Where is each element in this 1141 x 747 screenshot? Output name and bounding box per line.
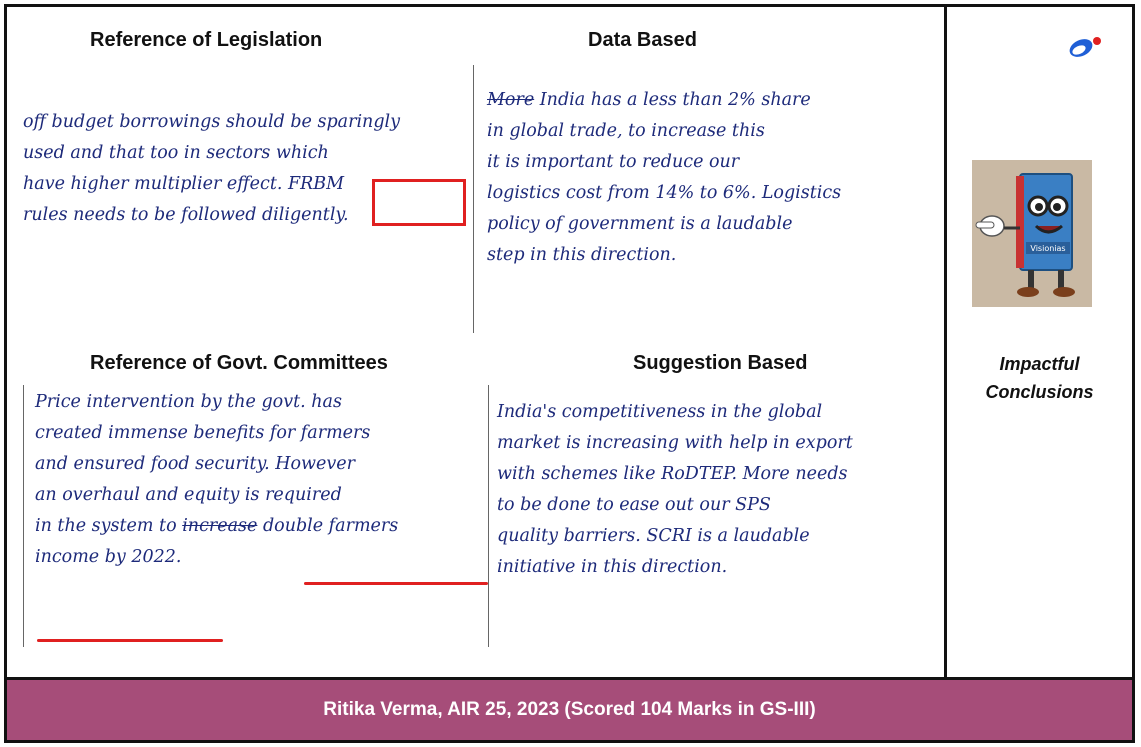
visionias-logo-icon [1065,31,1105,61]
divider-left-margin [23,385,24,647]
data-handwriting [487,85,841,271]
data-line: policy of government is a laudable [487,214,793,234]
suggestion-line: with schemes like RoDTEP. More needs [497,464,848,484]
divider-top [473,65,474,333]
book-mascot-icon [972,160,1092,307]
legislation-line: rules needs to be followed diligently. [23,205,349,225]
committees-heading: Reference of Govt. Committees [90,352,388,374]
committees-line: an overhaul and equity is required [35,485,342,505]
suggestion-line: to be done to ease out our SPS [497,495,771,515]
conclusion-sidebar [947,7,1132,677]
data-line-text: India has a less than 2% share [539,90,811,110]
underline-income [37,639,223,642]
footer-text: Ritika Verma, AIR 25, 2023 (Scored 104 Marks in GS-III) [323,699,816,720]
committees-line: income by 2022. [35,547,182,567]
legislation-line: used and that too in sectors which [23,143,329,163]
divider-bottom [488,385,489,647]
data-line: logistics cost from 14% to 6%. Logistics [487,183,842,203]
data-line [487,85,841,116]
suggestion-handwriting [497,397,853,583]
conclusion-title-line1: Impactful [999,354,1080,374]
suggestion-heading: Suggestion Based [633,352,808,374]
data-line: step in this direction. [487,245,677,265]
struck-word: increase [182,516,258,536]
legislation-handwriting [23,107,400,231]
suggestion-line: initiative in this direction. [497,557,728,577]
frbm-highlight-box [372,179,466,226]
suggestion-line: quality barriers. SCRI is a laudable [497,526,810,546]
data-line: in global trade, to increase this [487,121,765,141]
committees-handwriting [35,387,398,573]
legislation-heading: Reference of Legislation [90,29,323,51]
legislation-line: off budget borrowings should be sparingly [23,112,401,132]
topper-credit-footer [7,677,1132,740]
suggestion-line: market is increasing with help in export [497,433,853,453]
legislation-line: have higher multiplier effect. FRBM [23,174,345,194]
suggestion-line: India's competitiveness in the global [497,402,823,422]
committees-line [35,511,398,542]
infographic-frame [4,4,1135,743]
conclusion-title-line2: Conclusions [985,382,1094,402]
underline-double-farmers [304,582,488,585]
data-heading: Data Based [588,29,697,51]
answer-samples-panel [7,7,947,677]
committees-line-text: in the system to [35,516,177,536]
underlined-phrase: double farmers [262,516,399,536]
committees-line: and ensured food security. However [35,454,355,474]
committees-line: created immense benefits for farmers [35,423,371,443]
mascot-label: Visionias [1030,244,1066,253]
committees-line: Price intervention by the govt. has [35,392,342,412]
struck-word: More [487,90,535,110]
data-line: it is important to reduce our [487,152,740,172]
